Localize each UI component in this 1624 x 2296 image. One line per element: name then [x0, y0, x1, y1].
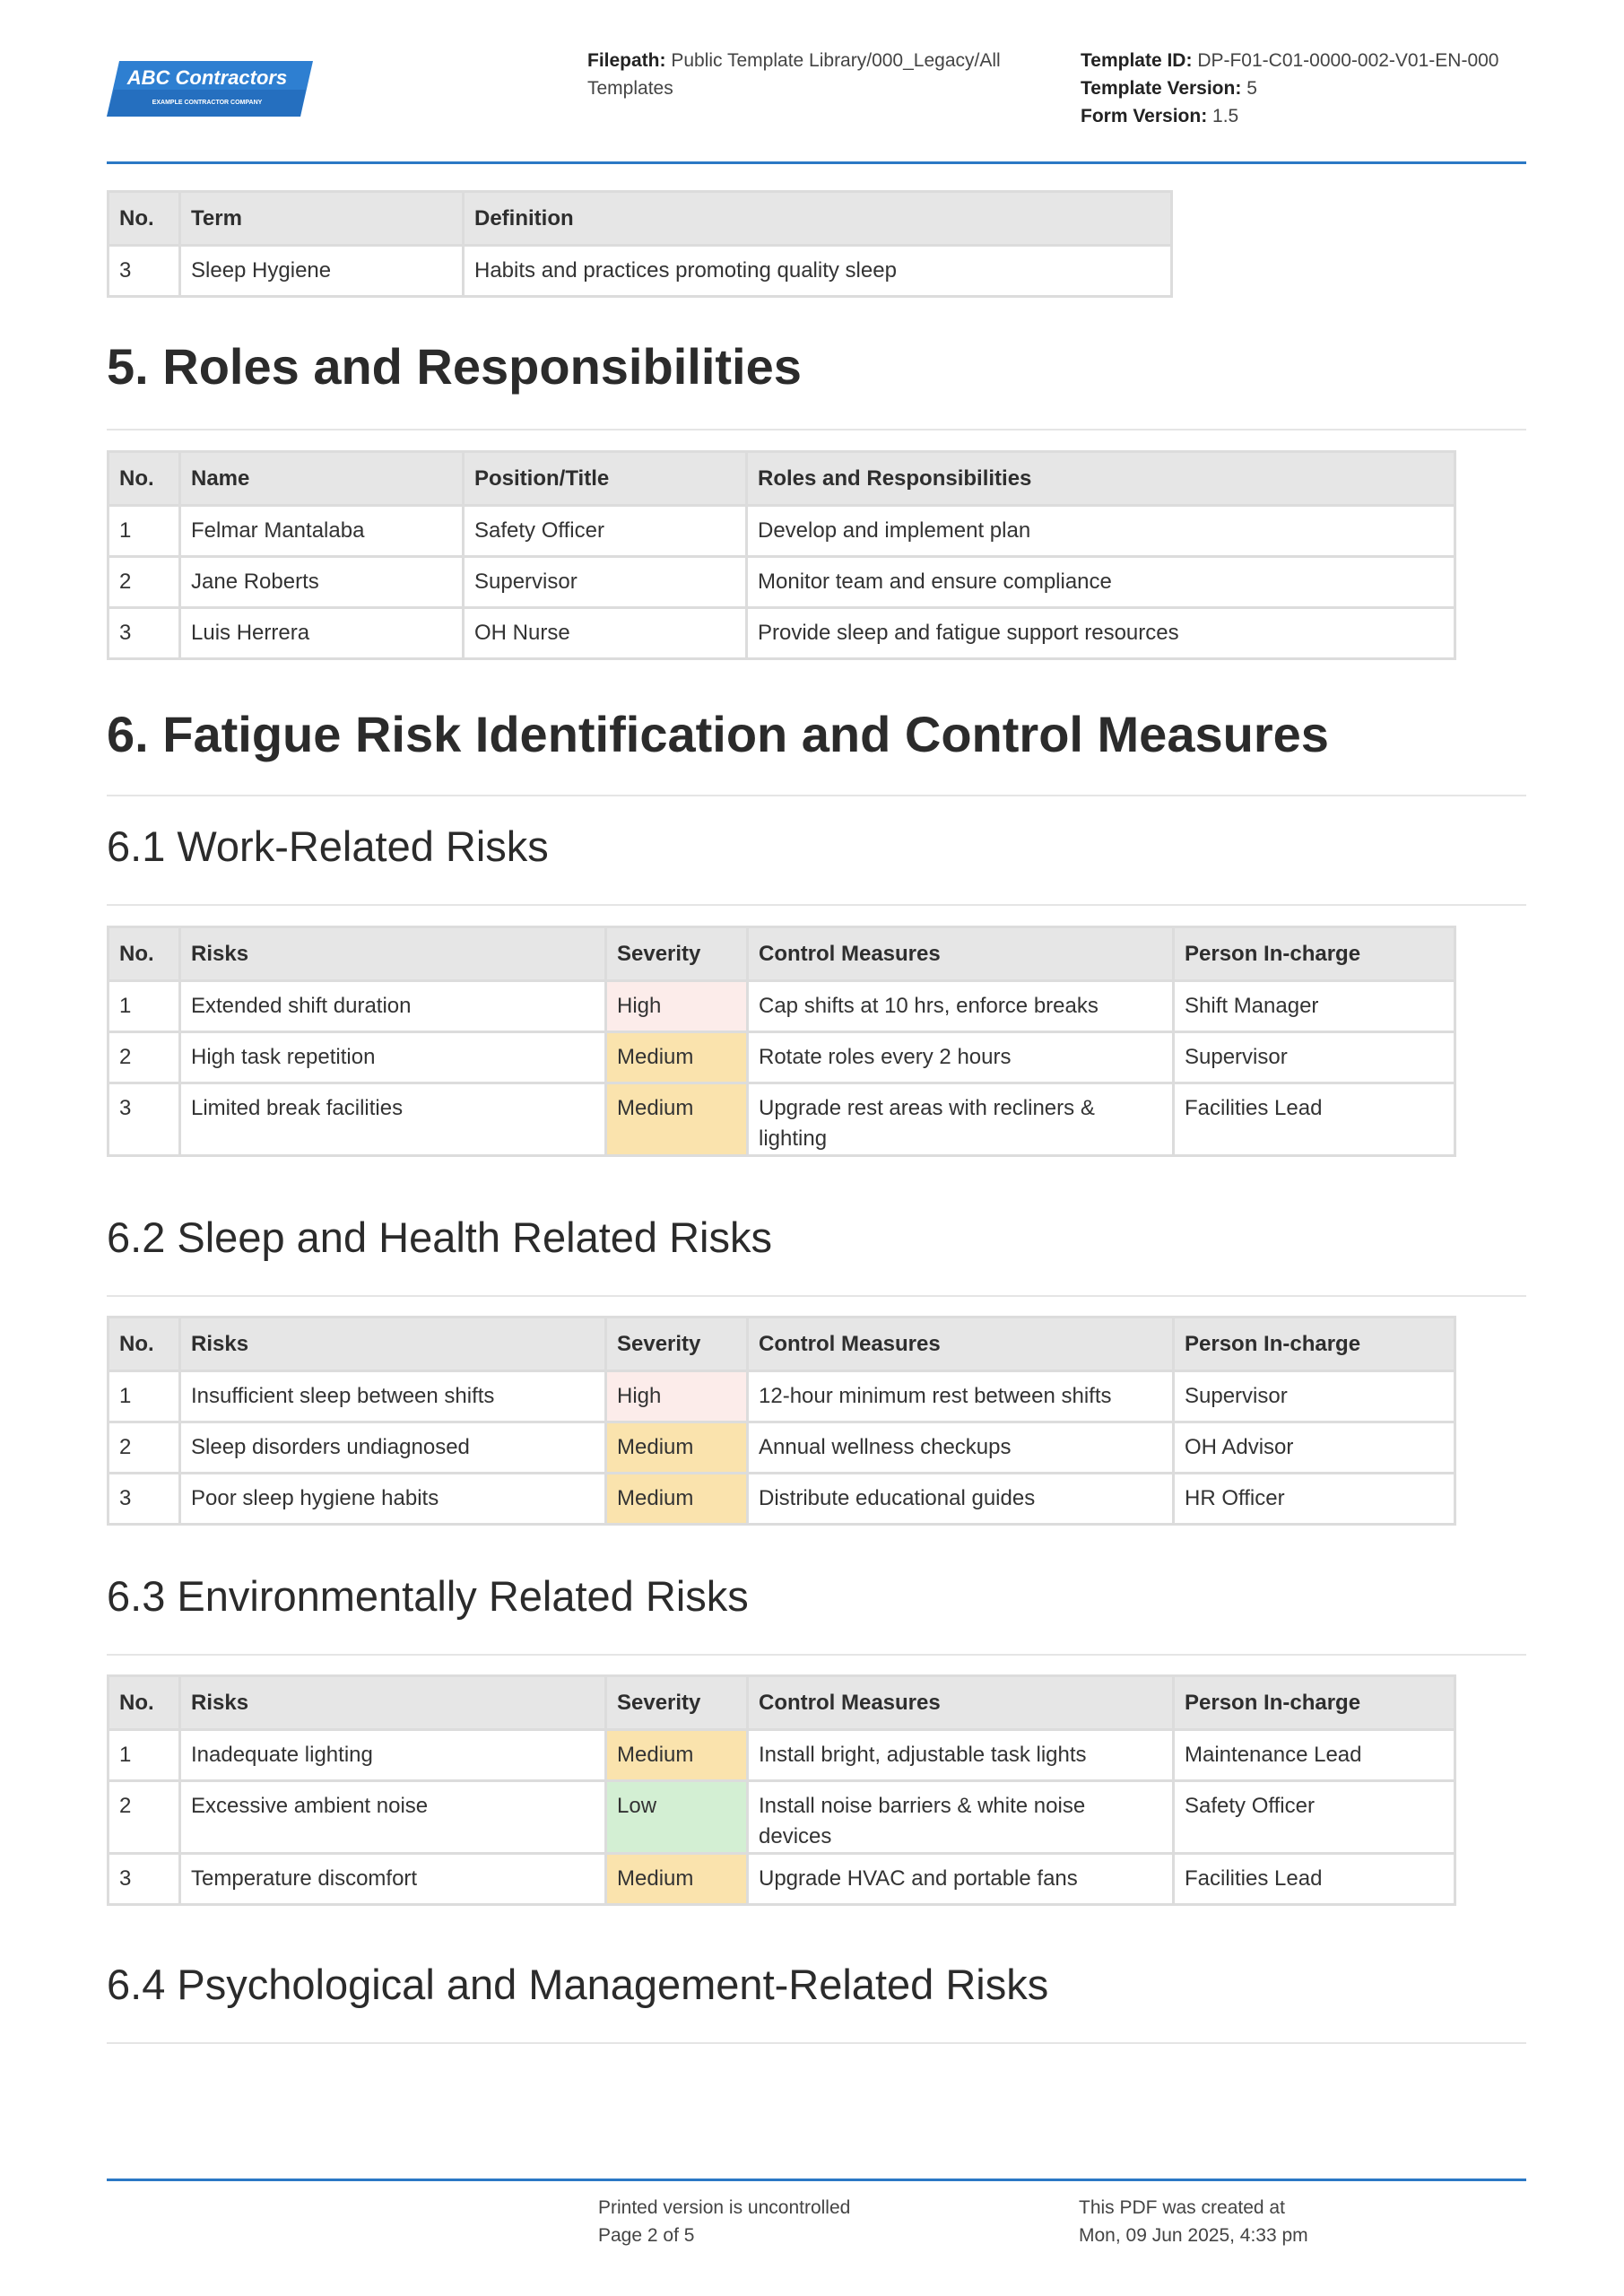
table-cell: 3 [109, 1854, 180, 1905]
severity-badge: Medium [606, 1032, 748, 1083]
table-cell: Safety Officer [1174, 1781, 1455, 1854]
table-row [109, 1730, 1455, 1781]
column-header: Position/Title [464, 452, 747, 506]
table-cell: Extended shift duration [180, 981, 606, 1032]
column-header: Severity [606, 927, 748, 981]
table-row [109, 1474, 1455, 1525]
table-header-row [109, 1318, 1455, 1371]
table-cell: 1 [109, 1730, 180, 1781]
table-cell: Poor sleep hygiene habits [180, 1474, 606, 1525]
subsection-divider [107, 2042, 1526, 2044]
column-header: Roles and Responsibilities [747, 452, 1455, 506]
table-cell: High task repetition [180, 1032, 606, 1083]
subsection-divider [107, 904, 1526, 906]
table-cell: Excessive ambient noise [180, 1781, 606, 1854]
table-cell: 3 [109, 608, 180, 659]
table-row [109, 1083, 1455, 1156]
column-header: Person In-charge [1174, 927, 1455, 981]
subsection-divider [107, 1295, 1526, 1297]
table-cell: 1 [109, 981, 180, 1032]
header-divider [107, 161, 1526, 164]
table-cell: Shift Manager [1174, 981, 1455, 1032]
sleep-health-risks-table [107, 1316, 1456, 1526]
table-header-row [109, 1676, 1455, 1730]
table-cell: Develop and implement plan [747, 506, 1455, 557]
table-cell: Felmar Mantalaba [180, 506, 464, 557]
subsection-6-3-heading: 6.3 Environmentally Related Risks [107, 1572, 749, 1620]
table-cell: OH Advisor [1174, 1422, 1455, 1474]
column-header: Control Measures [748, 927, 1174, 981]
table-cell: Cap shifts at 10 hrs, enforce breaks [748, 981, 1174, 1032]
table-row [109, 1032, 1455, 1083]
table-cell: Monitor team and ensure compliance [747, 557, 1455, 608]
table-row [109, 506, 1455, 557]
table-cell: Habits and practices promoting quality sleep [464, 246, 1172, 297]
table-cell: Limited break facilities [180, 1083, 606, 1156]
table-header-row [109, 452, 1455, 506]
environmental-risks-table [107, 1674, 1456, 1906]
table-cell: OH Nurse [464, 608, 747, 659]
subsection-6-2-heading: 6.2 Sleep and Health Related Risks [107, 1213, 772, 1261]
severity-badge: Medium [606, 1474, 748, 1525]
table-cell: 1 [109, 506, 180, 557]
form-version-label: Form Version: [1081, 106, 1208, 126]
table-cell: Install bright, adjustable task lights [748, 1730, 1174, 1781]
column-header: Risks [180, 1318, 606, 1371]
column-header: No. [109, 927, 180, 981]
section-divider [107, 795, 1526, 796]
table-cell: Jane Roberts [180, 557, 464, 608]
column-header: Severity [606, 1318, 748, 1371]
table-row [109, 1371, 1455, 1422]
severity-badge: Medium [606, 1730, 748, 1781]
table-cell: 2 [109, 1422, 180, 1474]
logo-subtext: EXAMPLE CONTRACTOR COMPANY [152, 100, 263, 106]
table-cell: 3 [109, 1083, 180, 1156]
table-cell: Insufficient sleep between shifts [180, 1371, 606, 1422]
table-cell: 12-hour minimum rest between shifts [748, 1371, 1174, 1422]
column-header: Name [180, 452, 464, 506]
template-version-value: 5 [1246, 78, 1257, 99]
template-id-label: Template ID: [1081, 50, 1193, 71]
column-header: No. [109, 1676, 180, 1730]
form-version-line [1081, 102, 1583, 130]
table-cell: 2 [109, 1032, 180, 1083]
table-cell: Facilities Lead [1174, 1083, 1455, 1156]
table-cell: Safety Officer [464, 506, 747, 557]
table-row [109, 246, 1172, 297]
terms-table [107, 190, 1173, 298]
severity-badge: Low [606, 1781, 748, 1854]
column-header: Risks [180, 927, 606, 981]
table-cell: 2 [109, 1781, 180, 1854]
template-version-line [1081, 74, 1583, 102]
template-version-label: Template Version: [1081, 78, 1242, 99]
section-6-heading: 6. Fatigue Risk Identification and Control Measures [107, 706, 1329, 762]
created-date: Mon, 09 Jun 2025, 4:33 pm [1079, 2225, 1308, 2246]
table-cell: Supervisor [1174, 1032, 1455, 1083]
column-header: Person In-charge [1174, 1676, 1455, 1730]
table-cell: 1 [109, 1371, 180, 1422]
column-header: No. [109, 192, 180, 246]
filepath-block [587, 47, 1036, 102]
column-header: Severity [606, 1676, 748, 1730]
table-cell: Inadequate lighting [180, 1730, 606, 1781]
work-related-risks-table [107, 926, 1456, 1157]
column-header: No. [109, 452, 180, 506]
footer-print-note [598, 2194, 850, 2249]
template-info-block [1081, 47, 1583, 130]
footer-divider [107, 2179, 1526, 2181]
table-cell: Annual wellness checkups [748, 1422, 1174, 1474]
table-cell: 3 [109, 246, 180, 297]
table-cell: Facilities Lead [1174, 1854, 1455, 1905]
table-cell: Rotate roles every 2 hours [748, 1032, 1174, 1083]
column-header: Control Measures [748, 1676, 1174, 1730]
template-id-value: DP-F01-C01-0000-002-V01-EN-000 [1197, 50, 1499, 71]
severity-badge: Medium [606, 1854, 748, 1905]
roles-table [107, 450, 1456, 660]
table-cell: Luis Herrera [180, 608, 464, 659]
form-version-value: 1.5 [1212, 106, 1239, 126]
table-cell: Sleep disorders undiagnosed [180, 1422, 606, 1474]
table-cell: Maintenance Lead [1174, 1730, 1455, 1781]
table-row [109, 1781, 1455, 1854]
table-cell: Install noise barriers & white noise devices [748, 1781, 1174, 1854]
table-cell: 2 [109, 557, 180, 608]
column-header: Person In-charge [1174, 1318, 1455, 1371]
template-id-line [1081, 47, 1583, 74]
company-logo [107, 57, 313, 120]
table-cell: Temperature discomfort [180, 1854, 606, 1905]
table-cell: 3 [109, 1474, 180, 1525]
uncontrolled-notice: Printed version is uncontrolled [598, 2197, 851, 2218]
severity-badge: High [606, 981, 748, 1032]
subsection-divider [107, 1654, 1526, 1656]
table-row [109, 1422, 1455, 1474]
table-row [109, 608, 1455, 659]
section-5-heading: 5. Roles and Responsibilities [107, 338, 802, 395]
table-cell: Distribute educational guides [748, 1474, 1174, 1525]
table-cell: Provide sleep and fatigue support resources [747, 608, 1455, 659]
table-row [109, 1854, 1455, 1905]
table-cell: Upgrade rest areas with recliners & lighting [748, 1083, 1174, 1156]
table-cell: Supervisor [1174, 1371, 1455, 1422]
table-cell: Sleep Hygiene [180, 246, 464, 297]
table-header-row [109, 927, 1455, 981]
table-header-row [109, 192, 1172, 246]
table-cell: Supervisor [464, 557, 747, 608]
column-header: Term [180, 192, 464, 246]
column-header: No. [109, 1318, 180, 1371]
severity-badge: High [606, 1371, 748, 1422]
created-label: This PDF was created at [1079, 2197, 1285, 2218]
table-row [109, 981, 1455, 1032]
subsection-6-4-heading: 6.4 Psychological and Management-Related Risks [107, 1961, 1049, 2008]
table-cell: HR Officer [1174, 1474, 1455, 1525]
column-header: Control Measures [748, 1318, 1174, 1371]
severity-badge: Medium [606, 1422, 748, 1474]
severity-badge: Medium [606, 1083, 748, 1156]
table-cell: Upgrade HVAC and portable fans [748, 1854, 1174, 1905]
column-header: Definition [464, 192, 1172, 246]
section-divider [107, 429, 1526, 430]
footer-created-note [1079, 2194, 1308, 2249]
page-number: Page 2 of 5 [598, 2225, 695, 2246]
logo-text: ABC Contractors [126, 66, 288, 89]
column-header: Risks [180, 1676, 606, 1730]
table-row [109, 557, 1455, 608]
subsection-6-1-heading: 6.1 Work-Related Risks [107, 822, 549, 870]
filepath-label: Filepath: [587, 50, 666, 71]
filepath-value: Public Template Library/000_Legacy/All Templates [587, 50, 1001, 99]
